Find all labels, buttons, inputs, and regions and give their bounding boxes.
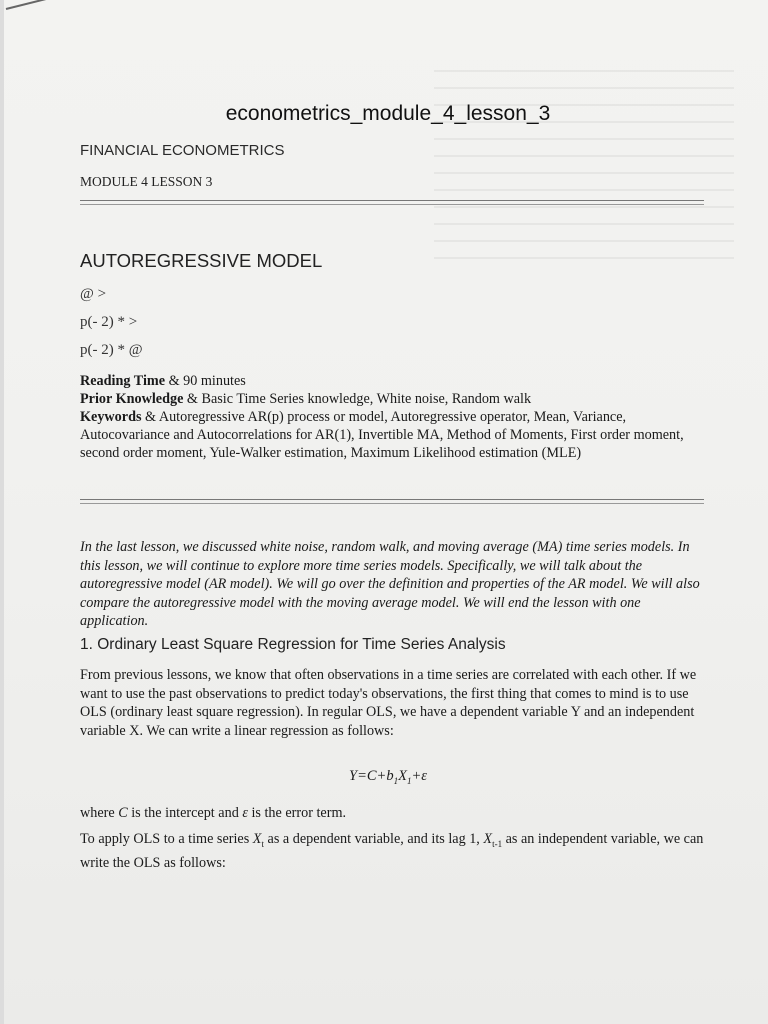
document-page (4, 0, 768, 1024)
math-subscript: t-1 (492, 838, 503, 849)
prior-knowledge (80, 390, 700, 408)
text-run: is the intercept and (127, 805, 243, 821)
symbol-line: @ > (80, 286, 107, 302)
keywords-value: Autoregressive AR(p) process or model, Autoregressive operator, Mean, Variance, Autocovariance and Autocorrelations for AR(1), Invertible MA, Method of Moments, First order moment, second order moment, Yule-Walker estimation, Maximum Likelihood estimation (MLE) (80, 409, 684, 461)
prior-knowledge-value: Basic Time Series knowledge, White noise, Random walk (201, 391, 532, 407)
symbol-line: p(- 2) * @ (80, 342, 143, 358)
prior-knowledge-label: Prior Knowledge (80, 391, 184, 407)
math-subscript: t (261, 838, 264, 849)
body-paragraph (80, 830, 720, 873)
equation-part: Y=C+b (349, 768, 394, 784)
math-symbol: C (118, 805, 128, 821)
reading-time-label: Reading Time (80, 373, 166, 389)
math-symbol: ε (242, 805, 248, 821)
text-run: is the error term. (247, 805, 347, 821)
divider (80, 499, 704, 504)
equation (4, 768, 768, 786)
separator: & (186, 391, 198, 407)
section-heading: AUTOREGRESSIVE MODEL (80, 250, 323, 271)
body-paragraph (80, 805, 346, 822)
text-run: To apply OLS to a time series (80, 831, 253, 847)
module-label: MODULE 4 LESSON 3 (80, 174, 213, 189)
intro-paragraph: In the last lesson, we discussed white noise, random walk, and moving average (MA) time series models. In this lesson, we will continue to explore more time series models. Specifically, we will talk about the autoregressive model (AR model). We will go over the definition and properties of the AR model. We will also compare the autoregressive model with the moving average model. We will end the lesson with one application. (80, 539, 700, 630)
reading-time-value: 90 minutes (183, 373, 246, 389)
bleed-through-text (434, 70, 734, 270)
reading-time (80, 372, 700, 390)
divider (80, 200, 704, 205)
math-symbol: X (252, 831, 262, 847)
separator: & (168, 373, 180, 389)
keywords (80, 408, 700, 462)
text-run: as an independent variable, we can write the OLS as follows: (80, 831, 704, 871)
symbol-line: p(- 2) * > (80, 314, 138, 330)
equation-part: X (398, 768, 407, 784)
math-symbol: X (483, 831, 493, 847)
equation-part: +ε (411, 768, 427, 784)
subsection-heading: 1. Ordinary Least Square Regression for Time Series Analysis (80, 636, 506, 653)
course-subject: FINANCIAL ECONOMETRICS (80, 142, 285, 159)
keywords-label: Keywords (80, 409, 142, 425)
page-title: econometrics_module_4_lesson_3 (225, 102, 551, 125)
lesson-meta (80, 372, 700, 462)
pencil-mark (6, 0, 47, 10)
equation-subscript: 1 (393, 775, 399, 786)
equation-subscript: 1 (406, 775, 412, 786)
body-paragraph: From previous lessons, we know that often observations in a time series are correlated with each other. If we want to use the past observations to predict today's observations, the first thing that comes to mind is to use OLS (ordinary least square regression). In regular OLS, we have a dependent variable Y and an independent variable X. We can write a linear regression as follows: (80, 667, 697, 739)
text-run: as a dependent variable, and its lag 1, (263, 831, 484, 847)
text-run: where (80, 805, 119, 821)
separator: & (145, 409, 157, 425)
